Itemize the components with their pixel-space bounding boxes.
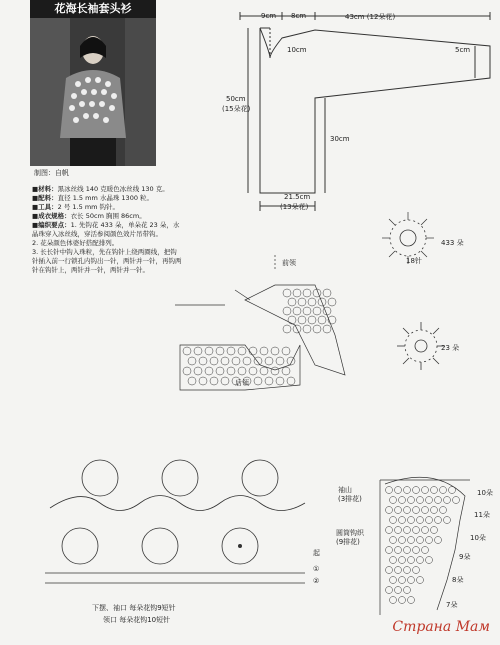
sleeve-motif — [435, 497, 442, 504]
chart-row-2: ② — [313, 577, 320, 585]
yoke-motif — [283, 289, 291, 297]
front-neck-label: 前领 — [282, 259, 296, 267]
yoke-motif — [282, 347, 290, 355]
instr-6: 3. 长长针中钩入珠粒，先在钩针上绕两圈线，把钩针插入前一行锁孔内钩出一针，两针并一针，再钩两针在钩针上，两针并一针，两针并一针。 — [32, 248, 182, 274]
instr-0: ■材料：黑冰丝线 140 克暖色冰丝线 130 克。 — [32, 185, 169, 193]
small-motif-count: 23 朵 — [441, 344, 460, 352]
sleeve-motif — [386, 487, 393, 494]
sleeve-motif — [390, 577, 397, 584]
yoke-motif — [323, 289, 331, 297]
big-motif-count: 433 朵 — [441, 239, 464, 247]
sleeve-motif — [453, 497, 460, 504]
sleeve-count-1: 11朵 — [474, 511, 490, 519]
yoke-motif — [293, 307, 301, 315]
yoke-motif — [323, 307, 331, 315]
yoke-motif — [287, 377, 295, 385]
sleeve-motif — [408, 517, 415, 524]
big-motif-stitches: 18针 — [406, 257, 422, 265]
yoke-motif — [210, 357, 218, 365]
sleeve-motif — [426, 537, 433, 544]
yoke-motif — [265, 377, 273, 385]
sleeve-motif — [417, 557, 424, 564]
sleeve-motif — [417, 577, 424, 584]
sleeve-motif — [417, 517, 424, 524]
yoke-motif — [210, 377, 218, 385]
yoke-motif — [216, 367, 224, 375]
yoke-motif — [282, 367, 290, 375]
instr-4: ■编织要点：1. 先钩花 433 朵，单朵花 23 朵，水晶珠穿入冰丝线，穿活参阅颜色效片吊带钩。 — [32, 221, 180, 238]
yoke-motif — [265, 357, 273, 365]
sleeve-motif — [449, 487, 456, 494]
yoke-motif — [303, 325, 311, 333]
yoke-motif — [271, 367, 279, 375]
sleeve-motif — [404, 567, 411, 574]
garment-schematic — [230, 8, 495, 223]
sleeve-motif — [399, 497, 406, 504]
sleeve-motif — [395, 527, 402, 534]
instr-2: ■工具：2 号 1.5 mm 钩针。 — [32, 203, 120, 211]
sleeve-round-label: 圆筒钩织 — [336, 529, 364, 537]
dim-top-2: 8cm — [291, 12, 307, 20]
yoke-motif — [232, 357, 240, 365]
sleeve-motif — [422, 487, 429, 494]
yoke-motif — [238, 347, 246, 355]
yoke-motif — [205, 347, 213, 355]
yoke-motif — [298, 298, 306, 306]
crochet-chart — [40, 448, 320, 598]
yoke-motif — [276, 357, 284, 365]
sleeve-motif — [399, 517, 406, 524]
yoke-motif — [254, 357, 262, 365]
sleeve-motif — [431, 527, 438, 534]
model-photo — [30, 18, 156, 166]
sleeve-motif — [440, 487, 447, 494]
sleeve-motif — [386, 547, 393, 554]
sleeve-motif — [435, 537, 442, 544]
sleeve-motif — [422, 527, 429, 534]
yoke-motif — [303, 289, 311, 297]
yoke-motif — [183, 367, 191, 375]
instr-5: 2. 花朵颜色体婆好搭配排列。 — [32, 239, 119, 247]
sleeve-chart — [375, 470, 475, 620]
sleeve-motif — [386, 587, 393, 594]
sleeve-motif — [413, 507, 420, 514]
yoke-motif — [238, 367, 246, 375]
sleeve-motif — [426, 497, 433, 504]
yoke-motif — [283, 325, 291, 333]
dim-top-3: 43cm (12朵花) — [345, 13, 396, 21]
page-title: 花海长袖套头衫 — [30, 0, 156, 18]
sleeve-motif — [422, 507, 429, 514]
sleeve-count-5: 7朵 — [446, 601, 458, 609]
sleeve-motif — [413, 567, 420, 574]
sleeve-motif — [440, 507, 447, 514]
yoke-motif — [303, 307, 311, 315]
yoke-motif — [313, 307, 321, 315]
sleeve-motif — [399, 537, 406, 544]
yoke-motif — [243, 357, 251, 365]
yoke-motif — [288, 298, 296, 306]
yoke-motif — [308, 316, 316, 324]
yoke-motif — [188, 357, 196, 365]
sleeve-motif — [395, 507, 402, 514]
instr-1: ■配料：直径 1.5 mm 水晶珠 1300 粒。 — [32, 194, 154, 202]
sleeve-motif — [404, 587, 411, 594]
sleeve-motif — [435, 517, 442, 524]
instr-3: ■成衣规格：衣长 50cm 胸围 86cm。 — [32, 212, 146, 220]
sleeve-count-3: 9朵 — [459, 553, 471, 561]
sleeve-count-4: 8朵 — [452, 576, 464, 584]
back-neck-label: 后领 — [235, 379, 249, 387]
yoke-motif — [318, 316, 326, 324]
sleeve-motif — [417, 497, 424, 504]
sleeve-motif — [408, 577, 415, 584]
yoke-motif — [188, 377, 196, 385]
sleeve-motif — [390, 597, 397, 604]
yoke-motif — [227, 347, 235, 355]
sleeve-motif — [413, 487, 420, 494]
sleeve-motif — [395, 487, 402, 494]
sleeve-motif — [426, 517, 433, 524]
dim-bottom-sub: (13朵花) — [280, 203, 309, 211]
sleeve-motif — [390, 517, 397, 524]
yoke-motif — [287, 357, 295, 365]
sleeve-cap-sub: (3排花) — [338, 495, 362, 503]
chart-start-mark: 起 — [313, 549, 320, 557]
yoke-motif — [254, 377, 262, 385]
sleeve-motif — [399, 577, 406, 584]
sleeve-motif — [395, 567, 402, 574]
dim-length-sub: (15朵花) — [222, 105, 251, 113]
yoke-motif — [283, 307, 291, 315]
yoke-motif — [249, 367, 257, 375]
sleeve-motif — [390, 497, 397, 504]
watermark: Страна Мам — [392, 619, 490, 635]
yoke-motif — [308, 298, 316, 306]
yoke-motif — [288, 316, 296, 324]
dim-neck: 10cm — [287, 46, 307, 54]
yoke-motif — [221, 377, 229, 385]
sleeve-motif — [404, 487, 411, 494]
yoke-motif — [221, 357, 229, 365]
chart-note-neck: 领口 每朵花钩10短针 — [103, 616, 171, 624]
photo-credit: 制图：自帆 — [34, 169, 69, 177]
yoke-motif — [298, 316, 306, 324]
sleeve-motif — [431, 487, 438, 494]
sleeve-count-0: 10朵 — [477, 489, 493, 497]
sleeve-motif — [413, 547, 420, 554]
yoke-motif — [260, 367, 268, 375]
dim-top-1: 9cm — [261, 12, 277, 20]
sleeve-motif — [386, 507, 393, 514]
yoke-motif — [323, 325, 331, 333]
dim-length: 50cm — [226, 95, 246, 103]
sleeve-count-2: 10朵 — [470, 534, 486, 542]
sleeve-motif — [408, 557, 415, 564]
yoke-motif — [216, 347, 224, 355]
yoke-motif — [227, 367, 235, 375]
sleeve-motif — [404, 547, 411, 554]
yoke-motif — [194, 367, 202, 375]
chart-row-1: ① — [313, 565, 320, 573]
sleeve-motif — [408, 537, 415, 544]
sleeve-motif — [431, 507, 438, 514]
sleeve-round-sub: (9排花) — [336, 538, 360, 546]
yoke-motif — [271, 347, 279, 355]
chart-note-hem: 下摆、袖口 每朵花钩9短针 — [92, 604, 176, 612]
yoke-motif — [194, 347, 202, 355]
sleeve-motif — [426, 557, 433, 564]
sleeve-motif — [444, 517, 451, 524]
sleeve-motif — [386, 527, 393, 534]
sleeve-motif — [417, 537, 424, 544]
sleeve-motif — [390, 557, 397, 564]
sleeve-motif — [444, 497, 451, 504]
sleeve-motif — [390, 537, 397, 544]
dim-side: 30cm — [330, 135, 350, 143]
yoke-motif — [249, 347, 257, 355]
yoke-motif — [199, 377, 207, 385]
sleeve-motif — [413, 527, 420, 534]
yoke-motif — [276, 377, 284, 385]
yoke-motif — [260, 347, 268, 355]
sleeve-cap-label: 袖山 — [338, 486, 352, 494]
yoke-motif — [328, 298, 336, 306]
dim-shoulder: 5cm — [455, 46, 471, 54]
sleeve-motif — [399, 597, 406, 604]
sleeve-motif — [404, 507, 411, 514]
yoke-motif — [293, 289, 301, 297]
yoke-motif — [183, 347, 191, 355]
sleeve-motif — [408, 597, 415, 604]
yoke-motif — [313, 325, 321, 333]
sleeve-motif — [395, 587, 402, 594]
sleeve-motif — [386, 567, 393, 574]
yoke-motif — [199, 357, 207, 365]
yoke-motif — [205, 367, 213, 375]
dim-bottom: 21.5cm — [284, 193, 311, 201]
instructions — [32, 185, 182, 275]
sleeve-motif — [395, 547, 402, 554]
sleeve-motif — [408, 497, 415, 504]
yoke-chart — [175, 245, 375, 445]
sleeve-motif — [399, 557, 406, 564]
sleeve-motif — [404, 527, 411, 534]
sleeve-motif — [422, 547, 429, 554]
